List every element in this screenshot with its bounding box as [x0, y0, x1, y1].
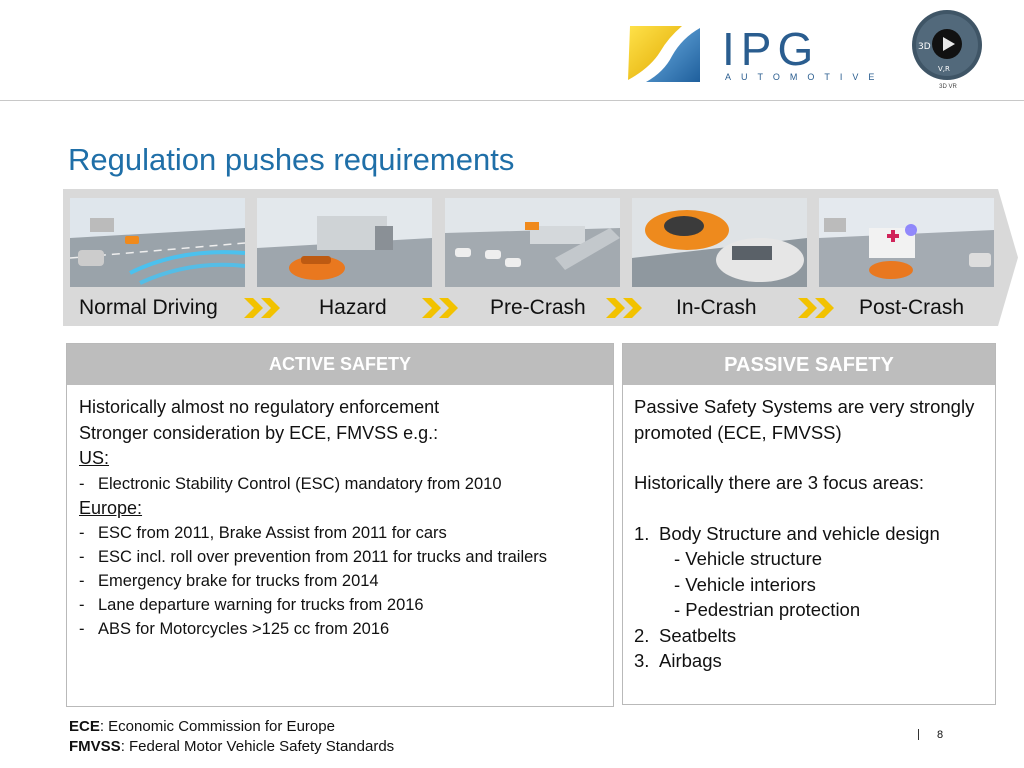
active-intro-1: Historically almost no regulatory enforcement [79, 397, 440, 417]
list-item: 2. Seatbelts [634, 624, 737, 646]
europe-heading: Europe: [79, 497, 143, 518]
list-item: - Electronic Stability Control (ESC) mandatory from 2010 [79, 474, 502, 493]
chevron-right-icon [422, 296, 462, 320]
sub-item: - Pedestrian protection [674, 599, 861, 620]
pre-crash-image [445, 198, 620, 287]
jackknifed-truck-photo [445, 198, 620, 287]
svg-text:V,R: V,R [938, 65, 950, 73]
focus-area-list [634, 623, 989, 674]
active-safety-panel [66, 343, 614, 707]
chevron-right-icon [798, 296, 838, 320]
sub-item: - Vehicle structure [674, 548, 823, 569]
slide-header [0, 0, 1024, 101]
list-item: - Emergency brake for trucks from 2014 [79, 572, 379, 590]
ambulance-photo [819, 198, 994, 287]
brand-subtitle: AUTOMOTIVE [725, 72, 885, 82]
phase-normal-driving: Normal Driving [79, 296, 218, 319]
vr-badge-icon [910, 8, 984, 82]
list-item: - Lane departure warning for trucks from 2016 [79, 596, 424, 614]
phase-post-crash: Post-Crash [859, 296, 965, 319]
ipg-logo-mark-icon [620, 18, 708, 88]
list-item: 3. Airbags [634, 650, 722, 671]
brand-name: IPG [722, 23, 820, 75]
in-crash-image [632, 198, 807, 287]
list-item: - ESC from 2011, Brake Assist from 2011 for cars [79, 524, 447, 542]
us-heading: US: [79, 448, 110, 468]
us-list [79, 472, 605, 496]
footnotes [69, 717, 394, 757]
badge-caption: 3D VR [939, 84, 957, 90]
chevron-right-icon [606, 296, 646, 320]
sub-item: - Vehicle interiors [674, 573, 816, 595]
list-item: - ABS for Motorcycles >125 cc from 2016 [79, 620, 390, 638]
active-safety-heading: ACTIVE SAFETY [67, 344, 613, 385]
phase-pre-crash: Pre-Crash [490, 296, 586, 319]
phase-in-crash: In-Crash [676, 296, 757, 319]
passive-safety-body [634, 394, 989, 674]
footnote-fmvss: FMVSS: Federal Motor Vehicle Safety Standards [69, 738, 395, 755]
active-safety-body [79, 395, 605, 641]
passive-safety-panel [622, 343, 996, 705]
normal-driving-image [70, 198, 245, 287]
page-number-divider [918, 729, 919, 740]
page-number: 8 [937, 729, 944, 741]
europe-list [79, 521, 605, 641]
svg-text:3D: 3D [918, 42, 931, 52]
collision-photo [632, 198, 807, 287]
active-intro-2: Stronger consideration by ECE, FMVSS e.g.: [79, 422, 439, 443]
passive-safety-heading: PASSIVE SAFETY [623, 344, 995, 385]
header-divider [0, 100, 1024, 101]
passive-focus-text: Historically there are 3 focus areas: [634, 472, 924, 493]
chevron-right-icon [244, 296, 284, 320]
hazard-image [257, 198, 432, 287]
list-item: - ESC incl. roll over prevention from 2011 for trucks and trailers [79, 548, 548, 566]
list-item: 1. Body Structure and vehicle design [634, 522, 940, 544]
truck-ahead-photo [257, 198, 432, 287]
post-crash-image [819, 198, 994, 287]
passive-intro: Passive Safety Systems are very strongly promoted (ECE, FMVSS) [634, 396, 975, 443]
highway-traffic-photo [70, 198, 245, 287]
slide-title: Regulation pushes requirements [68, 142, 515, 177]
footnote-ece: ECE: Economic Commission for Europe [69, 718, 335, 735]
focus-area-list [634, 521, 989, 547]
phase-hazard: Hazard [319, 296, 387, 319]
